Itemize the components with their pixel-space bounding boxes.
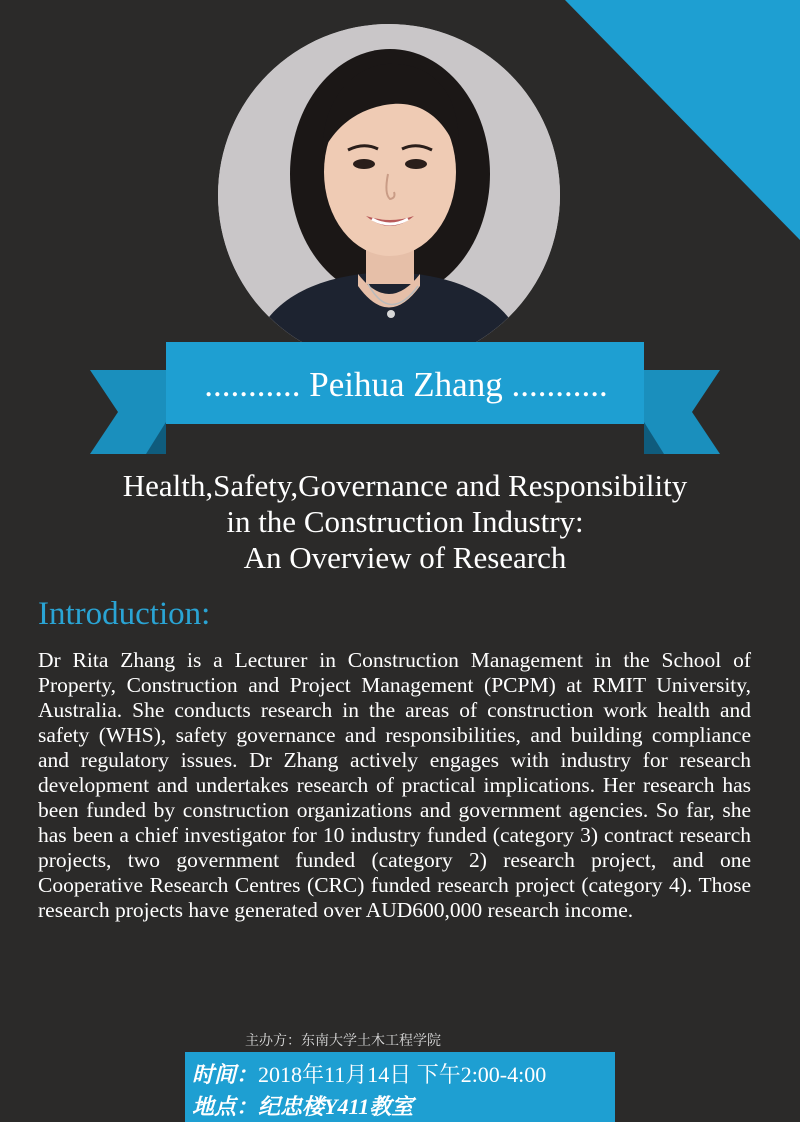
place-value: 纪忠楼Y411教室 — [258, 1094, 414, 1119]
talk-title-line-3: An Overview of Research — [243, 540, 567, 575]
time-value: 2018年11月14日 下午2:00-4:00 — [258, 1062, 547, 1087]
talk-title-line-2: in the Construction Industry: — [226, 504, 584, 539]
organizer-line: 主办方：东南大学土木工程学院 — [245, 1034, 441, 1049]
event-time — [192, 1058, 546, 1089]
introduction-heading: Introduction: — [38, 596, 211, 632]
talk-title-line-1: Health,Safety,Governance and Responsibility — [122, 468, 688, 503]
speaker-name: ........... Peihua Zhang ........... — [204, 365, 608, 404]
introduction-body: Dr Rita Zhang is a Lecturer in Construction Management in the School of Property, Construction and Project Management (PCPM) at RMIT University, Australia. She conducts research in the areas of construction work health and safety (WHS), safety governance and responsibilities, and building compliance and regulatory issues. Dr Zhang actively engages with industry for research development and undertakes research of practical implications. Her research has been funded by construction organizations and government agencies. So far, she has been a chief investigator for 10 industry funded (category 3) contract research projects, two government funded (category 2) research project, and one Cooperative Research Centres (CRC) funded research project (category 4). Those research projects have generated over AUD600,000 research income. — [38, 648, 751, 922]
place-label: 地点： — [192, 1094, 259, 1119]
event-place — [192, 1090, 413, 1121]
speaker-photo — [218, 24, 560, 366]
talk-title — [40, 468, 770, 576]
time-label: 时间： — [192, 1062, 259, 1087]
